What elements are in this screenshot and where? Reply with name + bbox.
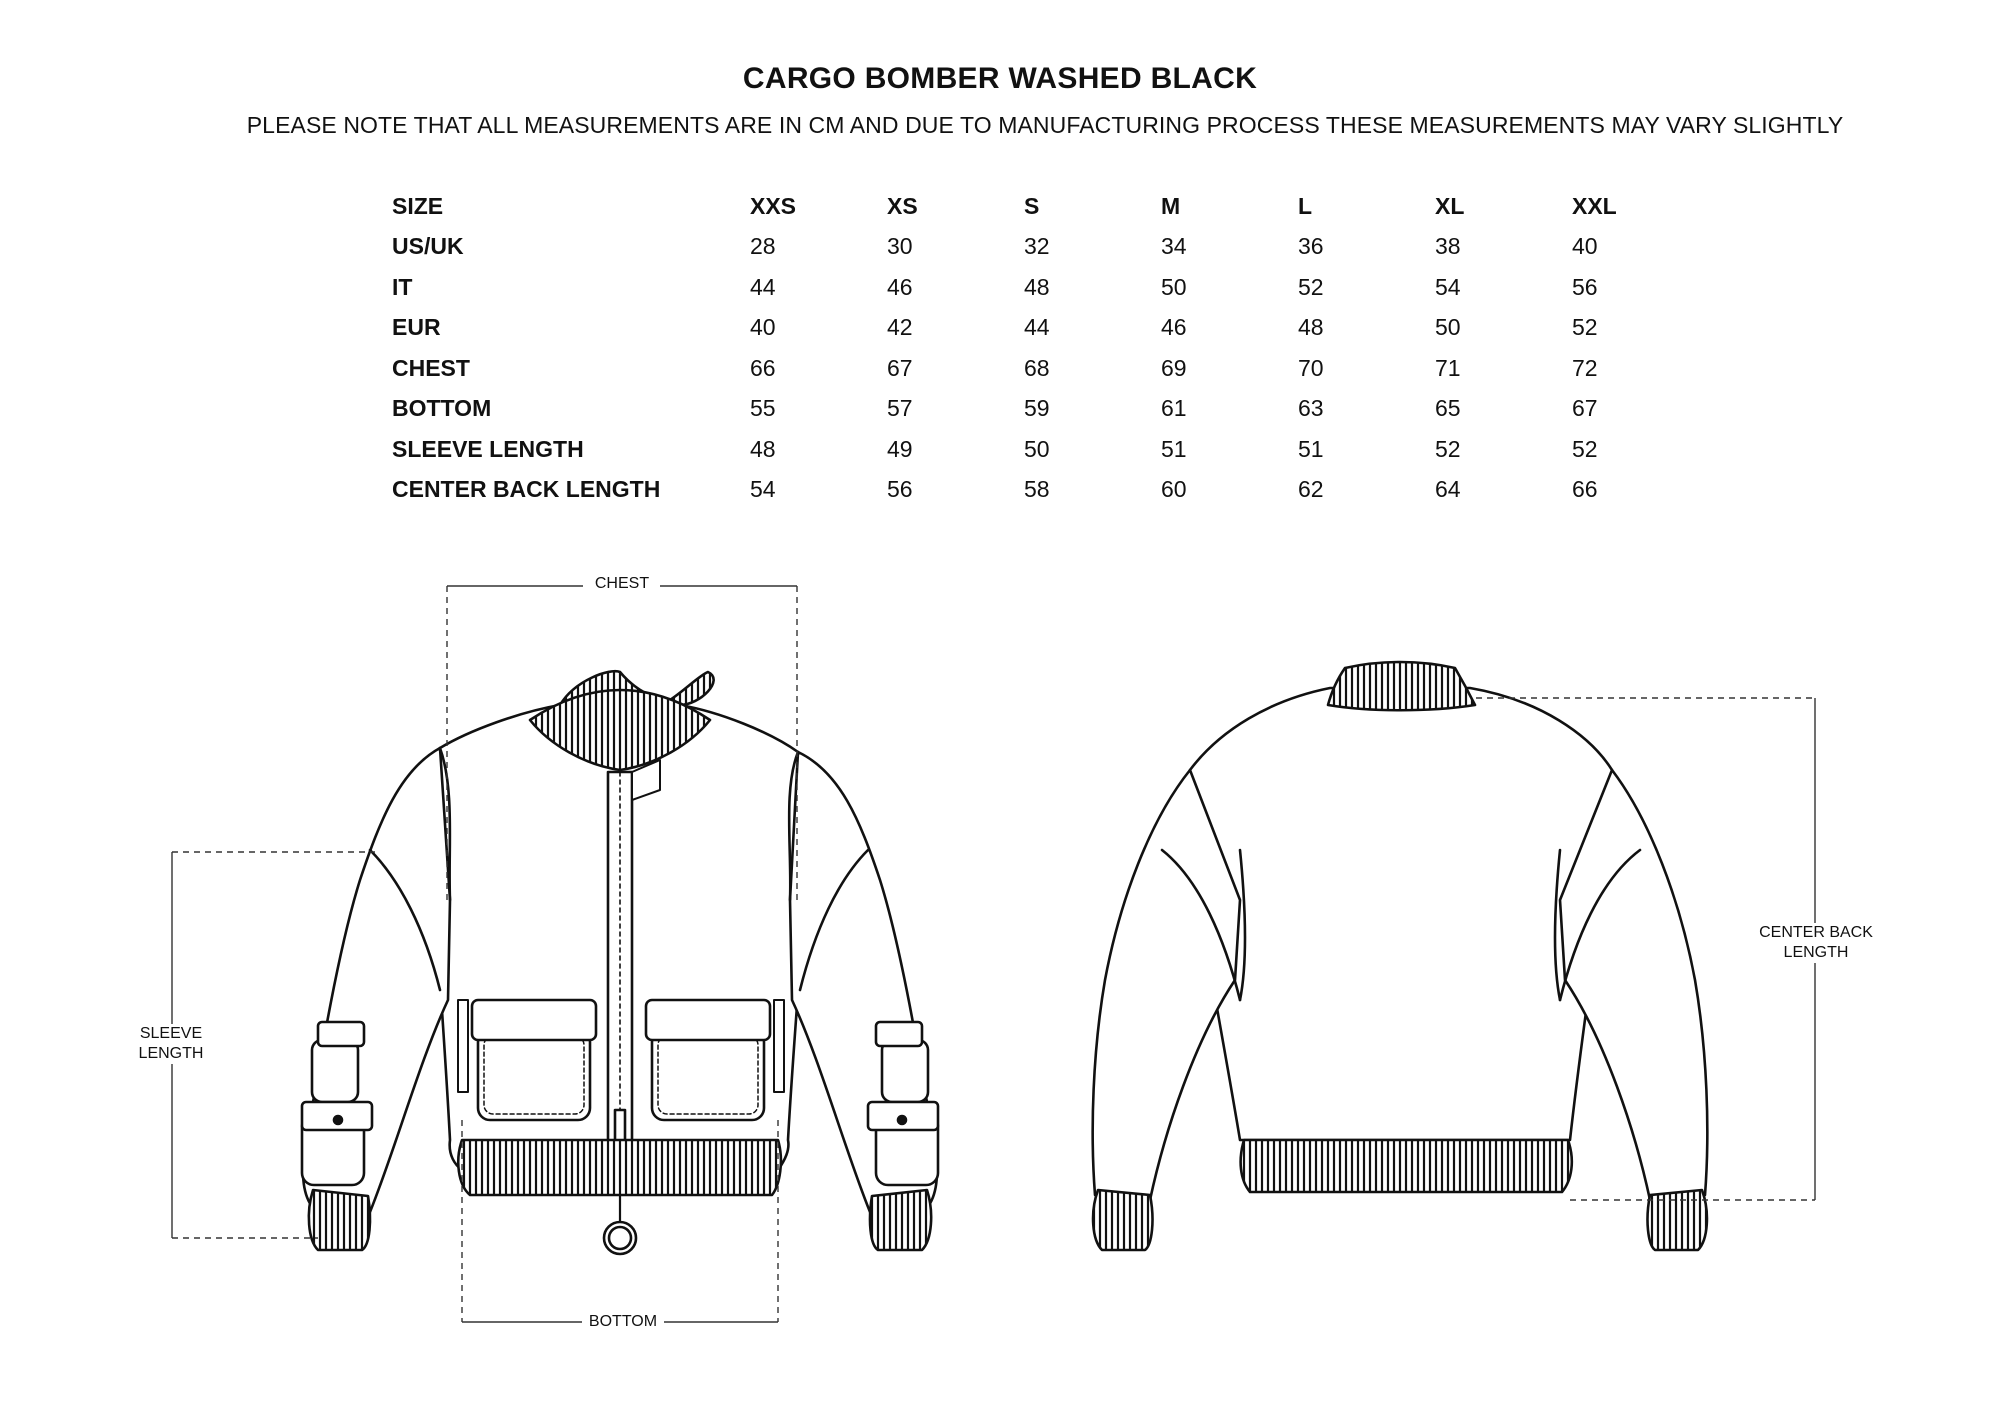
table-cell: 50 xyxy=(1161,273,1187,300)
table-cell: 52 xyxy=(1572,314,1598,341)
table-cell: 67 xyxy=(887,354,913,381)
table-cell: 30 xyxy=(887,233,913,260)
row-label: CENTER BACK LENGTH xyxy=(392,476,661,503)
table-cell: 48 xyxy=(750,435,776,462)
table-cell: 32 xyxy=(1024,233,1050,260)
front-left-cuff xyxy=(309,1190,370,1250)
table-cell: 44 xyxy=(1024,314,1050,341)
table-cell: 72 xyxy=(1572,354,1598,381)
column-header: S xyxy=(1024,192,1040,219)
table-cell: 52 xyxy=(1572,435,1598,462)
front-right-cuff xyxy=(870,1190,931,1250)
table-cell: 59 xyxy=(1024,395,1050,422)
row-label: SLEEVE LENGTH xyxy=(392,435,584,462)
row-label: IT xyxy=(392,273,413,300)
table-cell: 44 xyxy=(750,273,776,300)
column-header: XL xyxy=(1435,192,1465,219)
measurement-note: PLEASE NOTE THAT ALL MEASUREMENTS ARE IN CM AND DUE TO MANUFACTURING PROCESS THESE MEASUREMENTS MAY VARY SLIGHTLY xyxy=(246,112,1844,138)
table-cell: 46 xyxy=(1161,314,1187,341)
table-cell: 66 xyxy=(750,354,776,381)
table-cell: 58 xyxy=(1024,476,1050,503)
front-jacket xyxy=(302,671,938,1254)
back-collar xyxy=(1328,662,1475,710)
table-cell: 71 xyxy=(1435,354,1461,381)
back-label-line2: LENGTH xyxy=(1783,944,1849,961)
table-cell: 57 xyxy=(887,395,913,422)
table-cell: 40 xyxy=(750,314,776,341)
table-cell: 34 xyxy=(1161,233,1187,260)
table-cell: 42 xyxy=(887,314,913,341)
table-cell: 50 xyxy=(1024,435,1050,462)
table-cell: 52 xyxy=(1298,273,1324,300)
table-cell: 50 xyxy=(1435,314,1461,341)
table-cell: 51 xyxy=(1161,435,1187,462)
table-cell: 56 xyxy=(887,476,913,503)
table-cell: 36 xyxy=(1298,233,1324,260)
table-cell: 69 xyxy=(1161,354,1187,381)
column-header: XS xyxy=(887,192,918,219)
table-cell: 56 xyxy=(1572,273,1598,300)
table-cell: 28 xyxy=(750,233,776,260)
table-cell: 63 xyxy=(1298,395,1324,422)
front-right-pocket xyxy=(646,1000,784,1120)
back-right-cuff xyxy=(1648,1190,1707,1250)
table-cell: 38 xyxy=(1435,233,1461,260)
row-label: EUR xyxy=(392,314,441,341)
column-header: M xyxy=(1161,192,1181,219)
table-cell: 48 xyxy=(1024,273,1050,300)
table-cell: 51 xyxy=(1298,435,1324,462)
table-cell: 60 xyxy=(1161,476,1187,503)
table-cell: 55 xyxy=(750,395,776,422)
sleeve-label-line1: SLEEVE xyxy=(139,1025,203,1042)
chest-label: CHEST xyxy=(584,574,660,594)
table-cell: 66 xyxy=(1572,476,1598,503)
table-cell: 40 xyxy=(1572,233,1598,260)
column-header: XXL xyxy=(1572,192,1617,219)
row-label: US/UK xyxy=(392,233,464,260)
column-header: XXS xyxy=(750,192,797,219)
table-cell: 62 xyxy=(1298,476,1324,503)
table-cell: 61 xyxy=(1161,395,1187,422)
row-label: BOTTOM xyxy=(392,395,492,422)
sleeve-label-line2: LENGTH xyxy=(138,1045,204,1062)
row-label: CHEST xyxy=(392,354,470,381)
bottom-label: BOTTOM xyxy=(582,1312,664,1332)
table-cell: 67 xyxy=(1572,395,1598,422)
front-left-pocket xyxy=(458,1000,596,1120)
back-body-outline xyxy=(1186,688,1613,1140)
table-cell: 54 xyxy=(750,476,776,503)
table-cell: 54 xyxy=(1435,273,1461,300)
center-back-length-label xyxy=(1750,923,1882,963)
table-cell: 49 xyxy=(887,435,913,462)
page-title: CARGO BOMBER WASHED BLACK xyxy=(742,62,1258,95)
column-header: L xyxy=(1298,192,1313,219)
table-cell: 65 xyxy=(1435,395,1461,422)
back-left-cuff xyxy=(1093,1190,1152,1250)
table-cell: 46 xyxy=(887,273,913,300)
back-label-line1: CENTER BACK xyxy=(1759,924,1873,941)
row-label: SIZE xyxy=(392,192,444,219)
table-cell: 68 xyxy=(1024,354,1050,381)
table-cell: 64 xyxy=(1435,476,1461,503)
table-cell: 70 xyxy=(1298,354,1324,381)
table-cell: 52 xyxy=(1435,435,1461,462)
sleeve-length-label xyxy=(126,1024,216,1064)
back-hem-rib xyxy=(1241,1140,1572,1192)
back-jacket xyxy=(1093,662,1708,1250)
table-cell: 48 xyxy=(1298,314,1324,341)
front-hem-rib xyxy=(458,1140,781,1195)
